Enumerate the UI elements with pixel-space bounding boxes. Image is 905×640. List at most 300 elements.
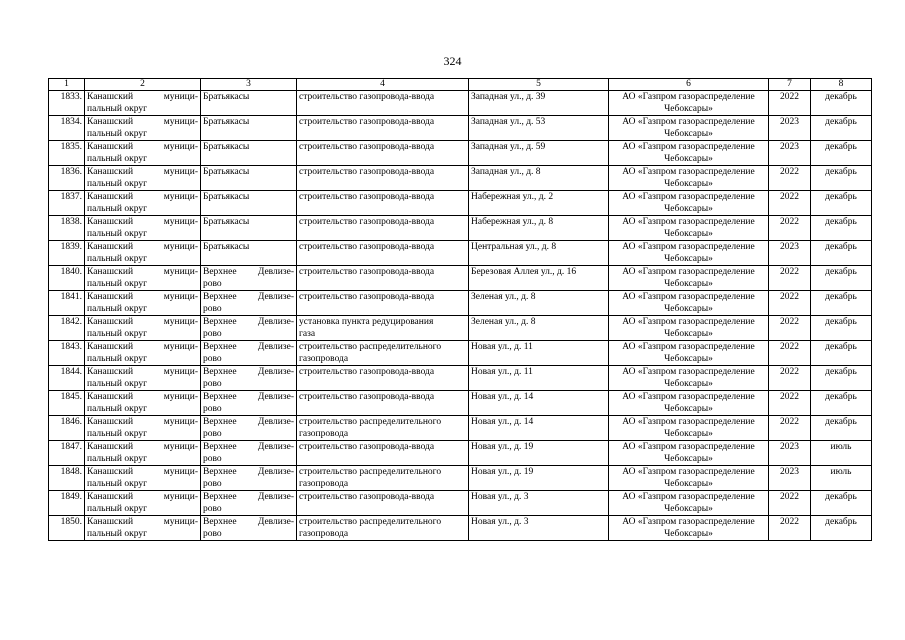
contractor-cell [609,316,769,341]
address-cell [469,391,609,416]
contractor-text [611,241,766,265]
contractor-text [611,416,766,440]
district-word-2: муници- [163,292,198,302]
contractor-line-2: Чебоксары» [664,529,713,539]
month-cell [811,191,872,216]
table-row [49,466,872,491]
district-word-2: муници- [163,417,198,427]
district-text [87,91,198,115]
address-text: Новая ул., д. 14 [471,417,534,427]
month-cell [811,216,872,241]
row-number-text: 1840. [60,267,82,277]
contractor-text [611,491,766,515]
district-word-1: Канашский [87,367,134,377]
address-cell [469,341,609,366]
settlement-word-2: Девлизе- [257,267,294,277]
district-word-2: муници- [163,367,198,377]
year-text: 2022 [780,267,799,277]
year-text: 2022 [780,367,799,377]
row-number [49,491,85,516]
district-cell [85,316,201,341]
settlement-cell [201,491,297,516]
district-line-2: пальный округ [87,279,148,289]
district-word-2: муници- [163,142,198,152]
year-text: 2022 [780,167,799,177]
district-word-2: муници- [163,267,198,277]
district-cell [85,466,201,491]
year-text: 2022 [780,417,799,427]
settlement-line-2: рово [203,279,222,289]
district-text [87,391,198,415]
contractor-line-2: Чебоксары» [664,304,713,314]
table-header [49,79,872,91]
settlement-line-1 [203,191,294,203]
settlement-line-1 [203,516,294,528]
settlement-line-2: рово [203,479,222,489]
settlement-word-2: Девлизе- [257,317,294,327]
contractor-line-1: АО «Газпром газораспределение [622,417,755,427]
table-row [49,166,872,191]
table-row [49,191,872,216]
settlement-cell [201,391,297,416]
work-type-line-2: газопровода [299,479,349,489]
contractor-line-1: АО «Газпром газораспределение [622,367,755,377]
year-cell [769,441,811,466]
table-row [49,291,872,316]
year-text: 2022 [780,292,799,302]
year-cell [769,516,811,541]
settlement-cell [201,291,297,316]
work-type-line-1: строительство газопровода-ввода [299,117,435,127]
settlement-line-1 [203,466,294,478]
row-number-text: 1837. [60,192,82,202]
district-word-2: муници- [163,167,198,177]
year-cell [769,91,811,116]
contractor-cell [609,416,769,441]
settlement-word-2: Девлизе- [257,292,294,302]
settlement-word-1: Верхнее [203,442,237,452]
work-type-line-1: строительство газопровода-ввода [299,217,435,227]
year-cell [769,466,811,491]
contractor-cell [609,91,769,116]
header-row [49,79,872,91]
district-line-2: пальный округ [87,204,148,214]
work-type-cell [297,441,469,466]
year-text: 2022 [780,492,799,502]
work-type-line-2: газопровода [299,354,349,364]
settlement-cell [201,441,297,466]
table-row [49,316,872,341]
settlement-cell [201,191,297,216]
work-type-line-2: газа [299,329,316,339]
settlement-line-2: рово [203,429,222,439]
address-cell [469,466,609,491]
settlement-word-2: Девлизе- [257,442,294,452]
header-col-3: 3 [201,79,297,91]
row-number [49,316,85,341]
work-type-line-1: строительство распределительного [299,417,442,427]
settlement-word-1: Братьякасы [203,142,250,152]
work-type-text [299,391,466,403]
contractor-cell [609,516,769,541]
district-text [87,266,198,290]
district-line-1 [87,166,198,178]
contractor-line-2: Чебоксары» [664,229,713,239]
table-row [49,241,872,266]
month-text: декабрь [825,117,857,127]
contractor-line-2: Чебоксары» [664,154,713,164]
year-text: 2022 [780,342,799,352]
address-cell [469,241,609,266]
year-cell [769,291,811,316]
settlement-word-1: Верхнее [203,367,237,377]
settlement-line-1 [203,441,294,453]
contractor-line-1: АО «Газпром газораспределение [622,342,755,352]
district-word-1: Канашский [87,517,134,527]
month-cell [811,341,872,366]
year-cell [769,241,811,266]
work-type-cell [297,416,469,441]
settlement-word-1: Верхнее [203,292,237,302]
settlement-cell [201,416,297,441]
settlement-line-2: рово [203,329,222,339]
district-text [87,241,198,265]
month-cell [811,291,872,316]
settlement-word-1: Братьякасы [203,192,250,202]
settlement-line-2: рово [203,504,222,514]
table-row [49,391,872,416]
district-word-1: Канашский [87,342,134,352]
district-line-1 [87,416,198,428]
row-number-text: 1845. [60,392,82,402]
work-type-cell [297,241,469,266]
year-cell [769,266,811,291]
settlement-line-1 [203,141,294,153]
contractor-cell [609,191,769,216]
contractor-line-1: АО «Газпром газораспределение [622,317,755,327]
settlement-text [203,441,294,465]
contractor-cell [609,366,769,391]
month-text: декабрь [825,167,857,177]
settlement-line-1 [203,491,294,503]
table-row [49,516,872,541]
settlement-word-1: Братьякасы [203,167,250,177]
month-cell [811,166,872,191]
district-word-2: муници- [163,242,198,252]
month-cell [811,241,872,266]
row-number-text: 1843. [60,342,82,352]
district-cell [85,416,201,441]
row-number [49,191,85,216]
contractor-line-2: Чебоксары» [664,104,713,114]
district-text [87,366,198,390]
contractor-line-1: АО «Газпром газораспределение [622,442,755,452]
row-number-text: 1847. [60,442,82,452]
contractor-line-1: АО «Газпром газораспределение [622,242,755,252]
contractor-line-2: Чебоксары» [664,429,713,439]
district-word-1: Канашский [87,192,134,202]
district-line-2: пальный округ [87,229,148,239]
contractor-cell [609,141,769,166]
address-text: Западная ул., д. 59 [471,142,546,152]
work-type-line-1: строительство газопровода-ввода [299,167,435,177]
table-body [49,91,872,541]
settlement-word-1: Братьякасы [203,242,250,252]
work-type-text [299,91,466,103]
table-row [49,341,872,366]
month-cell [811,416,872,441]
district-text [87,191,198,215]
district-line-1 [87,466,198,478]
district-cell [85,266,201,291]
contractor-text [611,141,766,165]
settlement-line-1 [203,216,294,228]
year-cell [769,216,811,241]
district-line-2: пальный округ [87,429,148,439]
month-text: декабрь [825,342,857,352]
district-word-1: Канашский [87,492,134,502]
row-number-text: 1841. [60,292,82,302]
address-text: Западная ул., д. 53 [471,117,546,127]
contractor-line-1: АО «Газпром газораспределение [622,92,755,102]
settlement-cell [201,466,297,491]
district-text [87,491,198,515]
district-word-1: Канашский [87,417,134,427]
contractor-text [611,316,766,340]
address-text: Новая ул., д. 14 [471,392,534,402]
contractor-cell [609,441,769,466]
district-text [87,291,198,315]
settlement-word-2: Девлизе- [257,342,294,352]
month-text: декабрь [825,392,857,402]
district-word-2: муници- [163,92,198,102]
contractor-line-2: Чебоксары» [664,479,713,489]
year-cell [769,366,811,391]
settlement-word-1: Верхнее [203,317,237,327]
contractor-line-1: АО «Газпром газораспределение [622,517,755,527]
work-type-text [299,366,466,378]
district-word-1: Канашский [87,167,134,177]
district-word-1: Канашский [87,317,134,327]
district-cell [85,241,201,266]
district-line-2: пальный округ [87,504,148,514]
work-type-line-1: строительство газопровода-ввода [299,142,435,152]
work-type-cell [297,491,469,516]
month-text: декабрь [825,517,857,527]
month-text: декабрь [825,267,857,277]
address-cell [469,266,609,291]
address-text: Набережная ул., д. 8 [471,217,554,227]
settlement-cell [201,166,297,191]
address-text: Новая ул., д. 11 [471,367,533,377]
month-cell [811,466,872,491]
settlement-line-1 [203,166,294,178]
settlement-line-2: рово [203,379,222,389]
district-line-2: пальный округ [87,404,148,414]
district-cell [85,191,201,216]
work-type-line-1: строительство газопровода-ввода [299,267,435,277]
district-line-2: пальный округ [87,254,148,264]
settlement-cell [201,316,297,341]
contractor-text [611,291,766,315]
contractor-line-1: АО «Газпром газораспределение [622,492,755,502]
settlement-word-1: Верхнее [203,267,237,277]
row-number [49,466,85,491]
district-text [87,441,198,465]
district-text [87,341,198,365]
district-line-1 [87,516,198,528]
row-number [49,516,85,541]
settlement-text [203,516,294,540]
district-line-1 [87,191,198,203]
settlement-line-1 [203,91,294,103]
address-cell [469,141,609,166]
district-line-2: пальный округ [87,529,148,539]
settlement-word-1: Верхнее [203,417,237,427]
work-type-line-2: газопровода [299,429,349,439]
district-cell [85,116,201,141]
settlement-cell [201,91,297,116]
district-line-1 [87,366,198,378]
year-cell [769,391,811,416]
district-line-1 [87,91,198,103]
address-text: Западная ул., д. 8 [471,167,541,177]
month-text: июль [830,467,852,477]
district-cell [85,166,201,191]
address-text: Новая ул., д. 3 [471,492,529,502]
settlement-word-1: Верхнее [203,492,237,502]
district-line-1 [87,116,198,128]
row-number [49,91,85,116]
contractor-line-2: Чебоксары» [664,279,713,289]
settlement-line-2: рово [203,529,222,539]
table-row [49,91,872,116]
district-cell [85,366,201,391]
contractor-line-1: АО «Газпром газораспределение [622,292,755,302]
district-text [87,116,198,140]
contractor-text [611,216,766,240]
work-type-line-1: строительство газопровода-ввода [299,392,435,402]
settlement-word-2: Девлизе- [257,367,294,377]
district-line-1 [87,491,198,503]
settlement-text [203,266,294,290]
contractor-line-1: АО «Газпром газораспределение [622,117,755,127]
work-type-text [299,416,466,440]
month-text: декабрь [825,417,857,427]
year-text: 2023 [780,467,799,477]
contractor-text [611,266,766,290]
district-line-1 [87,316,198,328]
month-text: декабрь [825,192,857,202]
district-line-2: пальный округ [87,179,148,189]
settlement-cell [201,241,297,266]
row-number-text: 1833. [60,92,82,102]
contractor-text [611,166,766,190]
settlement-text [203,466,294,490]
page-number: 324 [443,54,462,68]
work-type-cell [297,141,469,166]
settlement-text [203,141,294,153]
district-word-1: Канашский [87,217,134,227]
year-cell [769,491,811,516]
work-type-cell [297,466,469,491]
contractor-line-2: Чебоксары» [664,504,713,514]
district-line-1 [87,141,198,153]
district-line-1 [87,291,198,303]
contractor-line-1: АО «Газпром газораспределение [622,267,755,277]
settlement-text [203,241,294,253]
address-text: Зеленая ул., д. 8 [471,317,536,327]
contractor-line-1: АО «Газпром газораспределение [622,192,755,202]
gasification-table [48,78,872,541]
work-type-line-1: установка пункта редуцирования [299,317,434,327]
row-number [49,291,85,316]
settlement-line-1 [203,391,294,403]
row-number [49,141,85,166]
address-cell [469,116,609,141]
settlement-text [203,366,294,390]
address-cell [469,316,609,341]
contractor-line-2: Чебоксары» [664,179,713,189]
contractor-cell [609,291,769,316]
settlement-text [203,316,294,340]
row-number-text: 1846. [60,417,82,427]
district-word-2: муници- [163,517,198,527]
header-col-8: 8 [811,79,872,91]
work-type-text [299,266,466,278]
district-word-1: Канашский [87,442,134,452]
settlement-word-1: Братьякасы [203,92,250,102]
contractor-line-1: АО «Газпром газораспределение [622,217,755,227]
row-number-text: 1836. [60,167,82,177]
address-text: Новая ул., д. 11 [471,342,533,352]
work-type-text [299,441,466,453]
settlement-word-1: Верхнее [203,392,237,402]
month-cell [811,266,872,291]
district-line-1 [87,241,198,253]
contractor-cell [609,466,769,491]
row-number [49,441,85,466]
year-cell [769,316,811,341]
district-word-1: Канашский [87,292,134,302]
year-cell [769,416,811,441]
settlement-text [203,391,294,415]
work-type-text [299,491,466,503]
district-word-1: Канашский [87,267,134,277]
work-type-text [299,466,466,490]
settlement-text [203,416,294,440]
work-type-text [299,141,466,153]
work-type-line-1: строительство газопровода-ввода [299,192,435,202]
settlement-line-1 [203,366,294,378]
settlement-cell [201,366,297,391]
district-text [87,216,198,240]
contractor-line-2: Чебоксары» [664,454,713,464]
table-row [49,366,872,391]
district-word-1: Канашский [87,467,134,477]
work-type-cell [297,341,469,366]
district-line-2: пальный округ [87,454,148,464]
settlement-word-1: Верхнее [203,517,237,527]
work-type-text [299,341,466,365]
district-line-1 [87,216,198,228]
settlement-line-2: рово [203,304,222,314]
row-number [49,166,85,191]
row-number-text: 1849. [60,492,82,502]
district-text [87,166,198,190]
address-cell [469,91,609,116]
work-type-text [299,116,466,128]
